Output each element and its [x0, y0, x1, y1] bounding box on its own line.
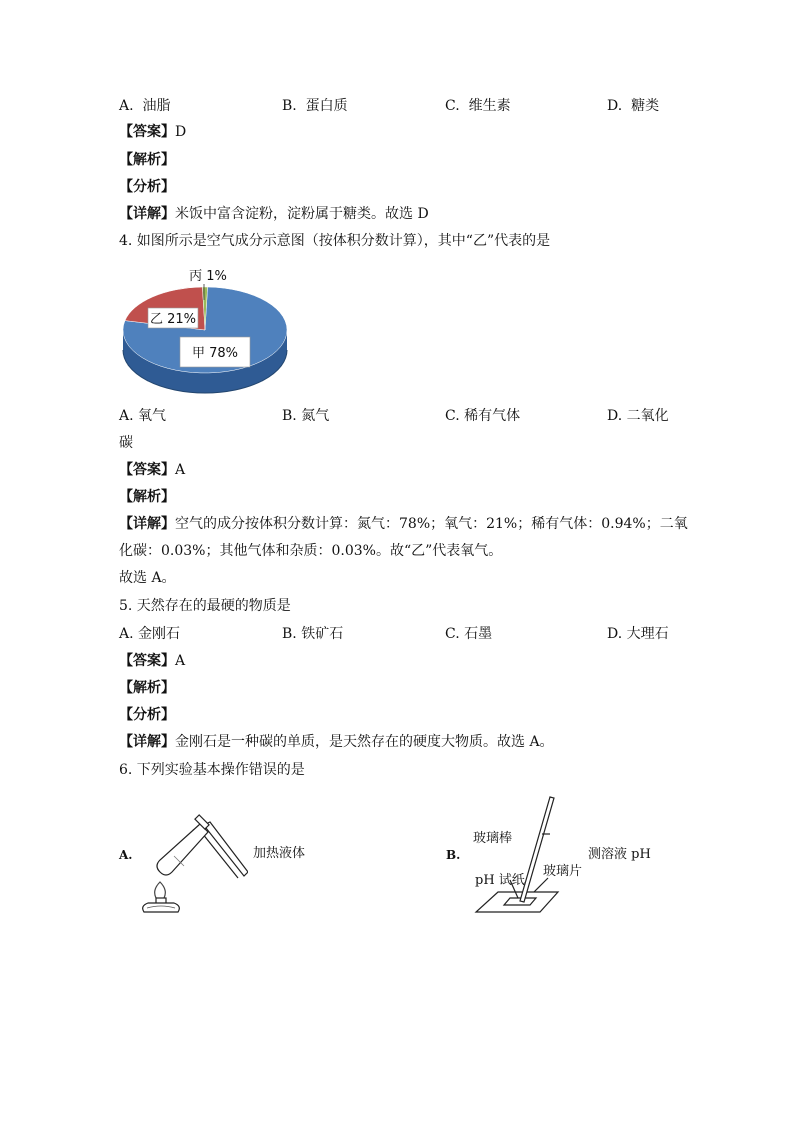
q5-answer: 【答案】A	[119, 653, 186, 669]
q4-option-a: A. 氧气	[119, 408, 167, 424]
pie-label-jia: 甲 78%	[191, 346, 239, 361]
q5-option-b: B. 铁矿石	[282, 626, 344, 642]
q5-detail: 【详解】金刚石是一种碳的单质，是天然存在的硬度大物质。故选 A。	[119, 734, 554, 750]
q5-analysis: 【解析】	[119, 680, 175, 696]
q4-option-d-wrap: 碳	[119, 435, 133, 451]
ph-test-illustration	[470, 792, 583, 917]
q5-option-d: D. 大理石	[607, 626, 669, 642]
q4-stem: 4. 如图所示是空气成分示意图（按体积分数计算），其中“乙”代表的是	[119, 233, 551, 249]
q3-option-b: B. 蛋白质	[282, 98, 348, 114]
q4-option-b: B. 氮气	[282, 408, 330, 424]
q5-fenxi: 【分析】	[119, 707, 175, 723]
q3-answer: 【答案】D	[119, 124, 187, 140]
q6-stem: 6. 下列实验基本操作错误的是	[119, 762, 305, 778]
q5-option-c: C. 石墨	[445, 626, 493, 642]
q3-option-c: C. 维生素	[445, 98, 511, 114]
q6-fig-b-letter: B.	[446, 848, 461, 862]
q5-stem: 5. 天然存在的最硬的物质是	[119, 598, 291, 614]
q6-fig-b-paper-label: pH 试纸	[475, 873, 525, 888]
q5-option-a: A. 金刚石	[119, 626, 181, 642]
q6-fig-a-caption: 加热液体	[253, 846, 306, 861]
glass-rod	[520, 797, 554, 902]
q4-detail-2: 化碳：0.03%；其他气体和杂质：0.03%。故“乙”代表氧气。	[119, 543, 503, 559]
q6-fig-a-letter: A.	[119, 848, 133, 862]
q3-analysis: 【解析】	[119, 152, 175, 168]
q6-fig-b-rod-label: 玻璃棒	[473, 831, 513, 846]
q6-fig-b-caption: 测溶液 pH	[588, 847, 651, 862]
q6-fig-b-plate-label: 玻璃片	[543, 864, 583, 879]
q4-option-c: C. 稀有气体	[445, 408, 521, 424]
q4-option-d: D. 二氧化	[607, 408, 669, 424]
air-composition-pie-chart	[118, 262, 293, 398]
q4-answer: 【答案】A	[119, 462, 186, 478]
q4-conclusion: 故选 A。	[119, 570, 176, 586]
test-tube	[157, 824, 208, 875]
q3-option-a: A. 油脂	[119, 98, 171, 114]
heating-liquid-illustration	[138, 790, 248, 915]
q4-analysis: 【解析】	[119, 489, 175, 505]
q4-detail-1: 【详解】空气的成分按体积分数计算：氮气：78%；氧气：21%；稀有气体：0.94%；二氧	[119, 516, 688, 532]
pie-label-bing: 丙 1%	[189, 269, 227, 284]
q3-fenxi: 【分析】	[119, 179, 175, 195]
q3-option-d: D. 糖类	[607, 98, 660, 114]
pie-label-yi: 乙 21%	[149, 312, 197, 327]
q3-detail: 【详解】米饭中富含淀粉，淀粉属于糖类。故选 D	[119, 206, 429, 222]
